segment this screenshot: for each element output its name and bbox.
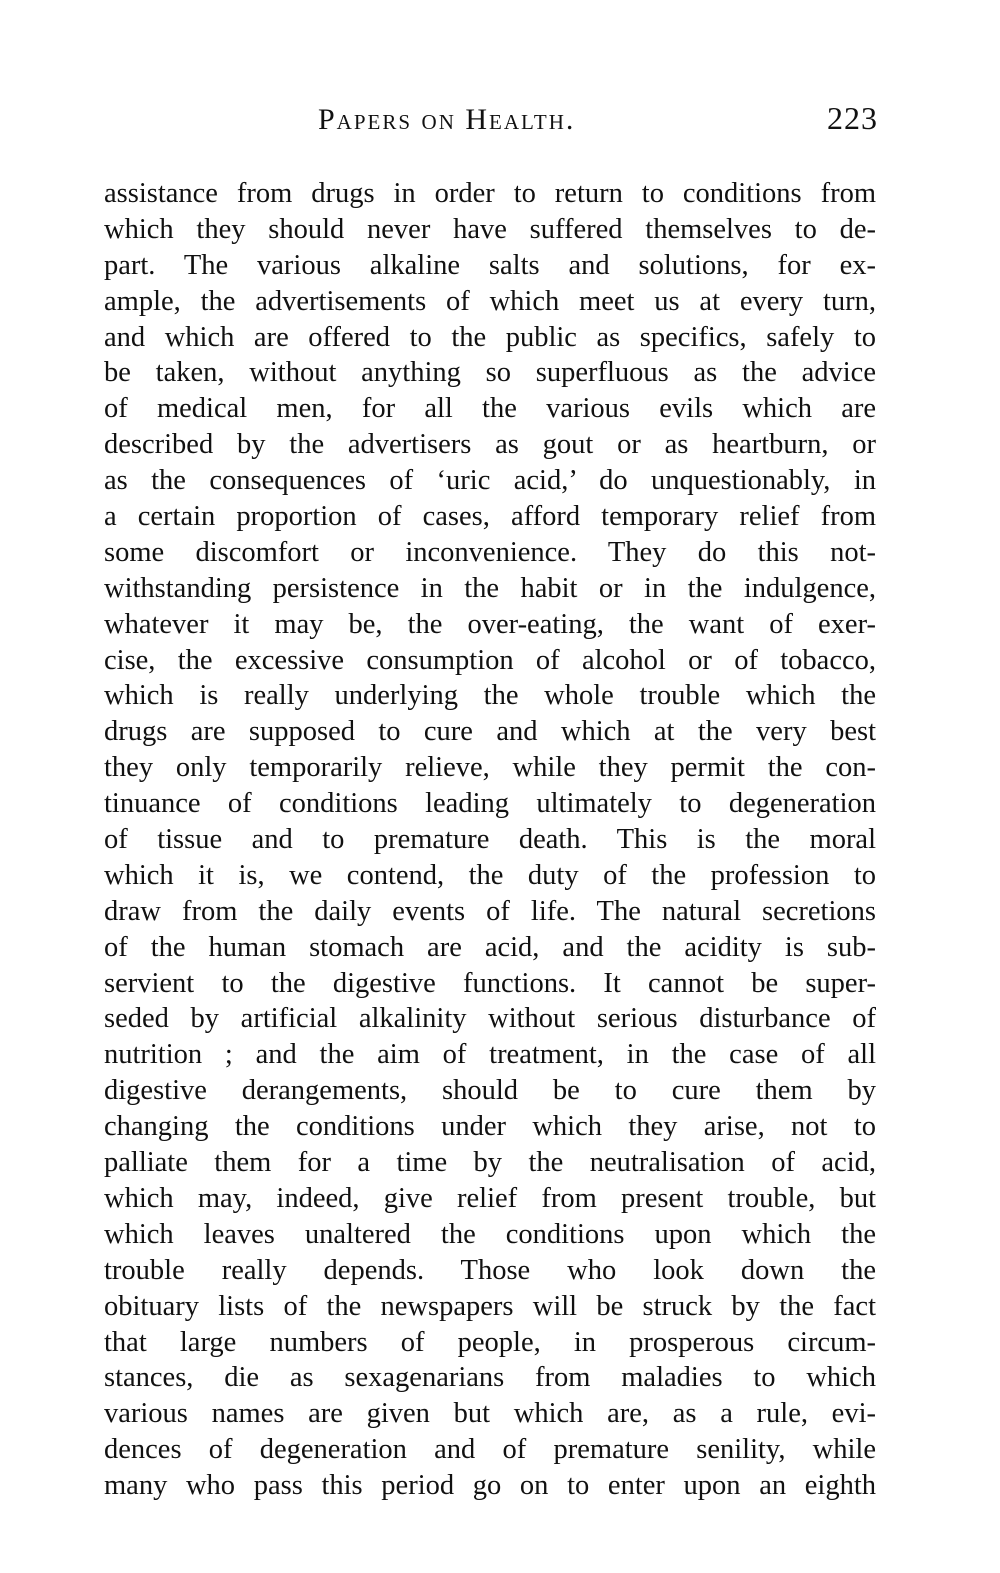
text-line: digestive derangements, should be to cure them by: [104, 1075, 876, 1107]
running-head: Papers on Health.: [318, 103, 576, 136]
text-line: part. The various alkaline salts and solutions, for ex-: [104, 249, 876, 281]
page-header: [318, 100, 878, 140]
text-line: many who pass this period go on to enter upon an eighth: [104, 1470, 876, 1502]
text-line: a certain proportion of cases, afford temporary relief from: [104, 501, 876, 533]
text-line: servient to the digestive functions. It cannot be super-: [104, 967, 876, 999]
text-line: some discomfort or inconvenience. They do this not-: [104, 536, 876, 568]
text-line: draw from the daily events of life. The natural secretions: [104, 895, 876, 927]
text-line: which it is, we contend, the duty of the profession to: [104, 859, 876, 891]
text-line: which may, indeed, give relief from present trouble, but: [104, 1182, 876, 1214]
text-line: which they should never have suffered themselves to de-: [104, 213, 876, 245]
text-line: stances, die as sexagenarians from maladies to which: [104, 1362, 876, 1394]
text-line: be taken, without anything so superfluous as the advice: [104, 357, 876, 389]
text-line: drugs are supposed to cure and which at the very best: [104, 716, 876, 748]
text-line: cise, the excessive consumption of alcohol or of tobacco,: [104, 644, 876, 676]
text-line: withstanding persistence in the habit or in the indulgence,: [104, 572, 876, 604]
text-line: they only temporarily relieve, while they permit the con-: [104, 752, 876, 784]
text-line: nutrition ; and the aim of treatment, in the case of all: [104, 1039, 876, 1071]
body-text: [104, 176, 876, 1504]
text-line: that large numbers of people, in prosperous circum-: [104, 1326, 876, 1358]
text-line: of the human stomach are acid, and the acidity is sub-: [104, 931, 876, 963]
text-line: changing the conditions under which they arise, not to: [104, 1111, 876, 1143]
text-line: assistance from drugs in order to return to conditions from: [104, 178, 876, 209]
text-line: ample, the advertisements of which meet us at every turn,: [104, 285, 876, 317]
text-line: tinuance of conditions leading ultimately to degeneration: [104, 788, 876, 820]
text-line: described by the advertisers as gout or as heartburn, or: [104, 429, 876, 461]
text-line: of medical men, for all the various evils which are: [104, 393, 876, 425]
text-line: palliate them for a time by the neutralisation of acid,: [104, 1147, 876, 1179]
page-number: 223: [827, 100, 878, 136]
text-line: whatever it may be, the over-eating, the want of exer-: [104, 608, 876, 640]
text-line: seded by artificial alkalinity without serious disturbance of: [104, 1003, 876, 1035]
text-line: obituary lists of the newspapers will be struck by the fact: [104, 1290, 876, 1322]
text-line: of tissue and to premature death. This is the moral: [104, 824, 876, 856]
text-line: and which are offered to the public as specifics, safely to: [104, 321, 876, 353]
text-line: which is really underlying the whole trouble which the: [104, 680, 876, 712]
text-line: dences of degeneration and of premature senility, while: [104, 1434, 876, 1466]
text-line: which leaves unaltered the conditions upon which the: [104, 1218, 876, 1250]
text-line: as the consequences of ‘uric acid,’ do unquestionably, in: [104, 465, 876, 497]
text-line: various names are given but which are, as a rule, evi-: [104, 1398, 876, 1430]
text-line: trouble really depends. Those who look down the: [104, 1254, 876, 1286]
